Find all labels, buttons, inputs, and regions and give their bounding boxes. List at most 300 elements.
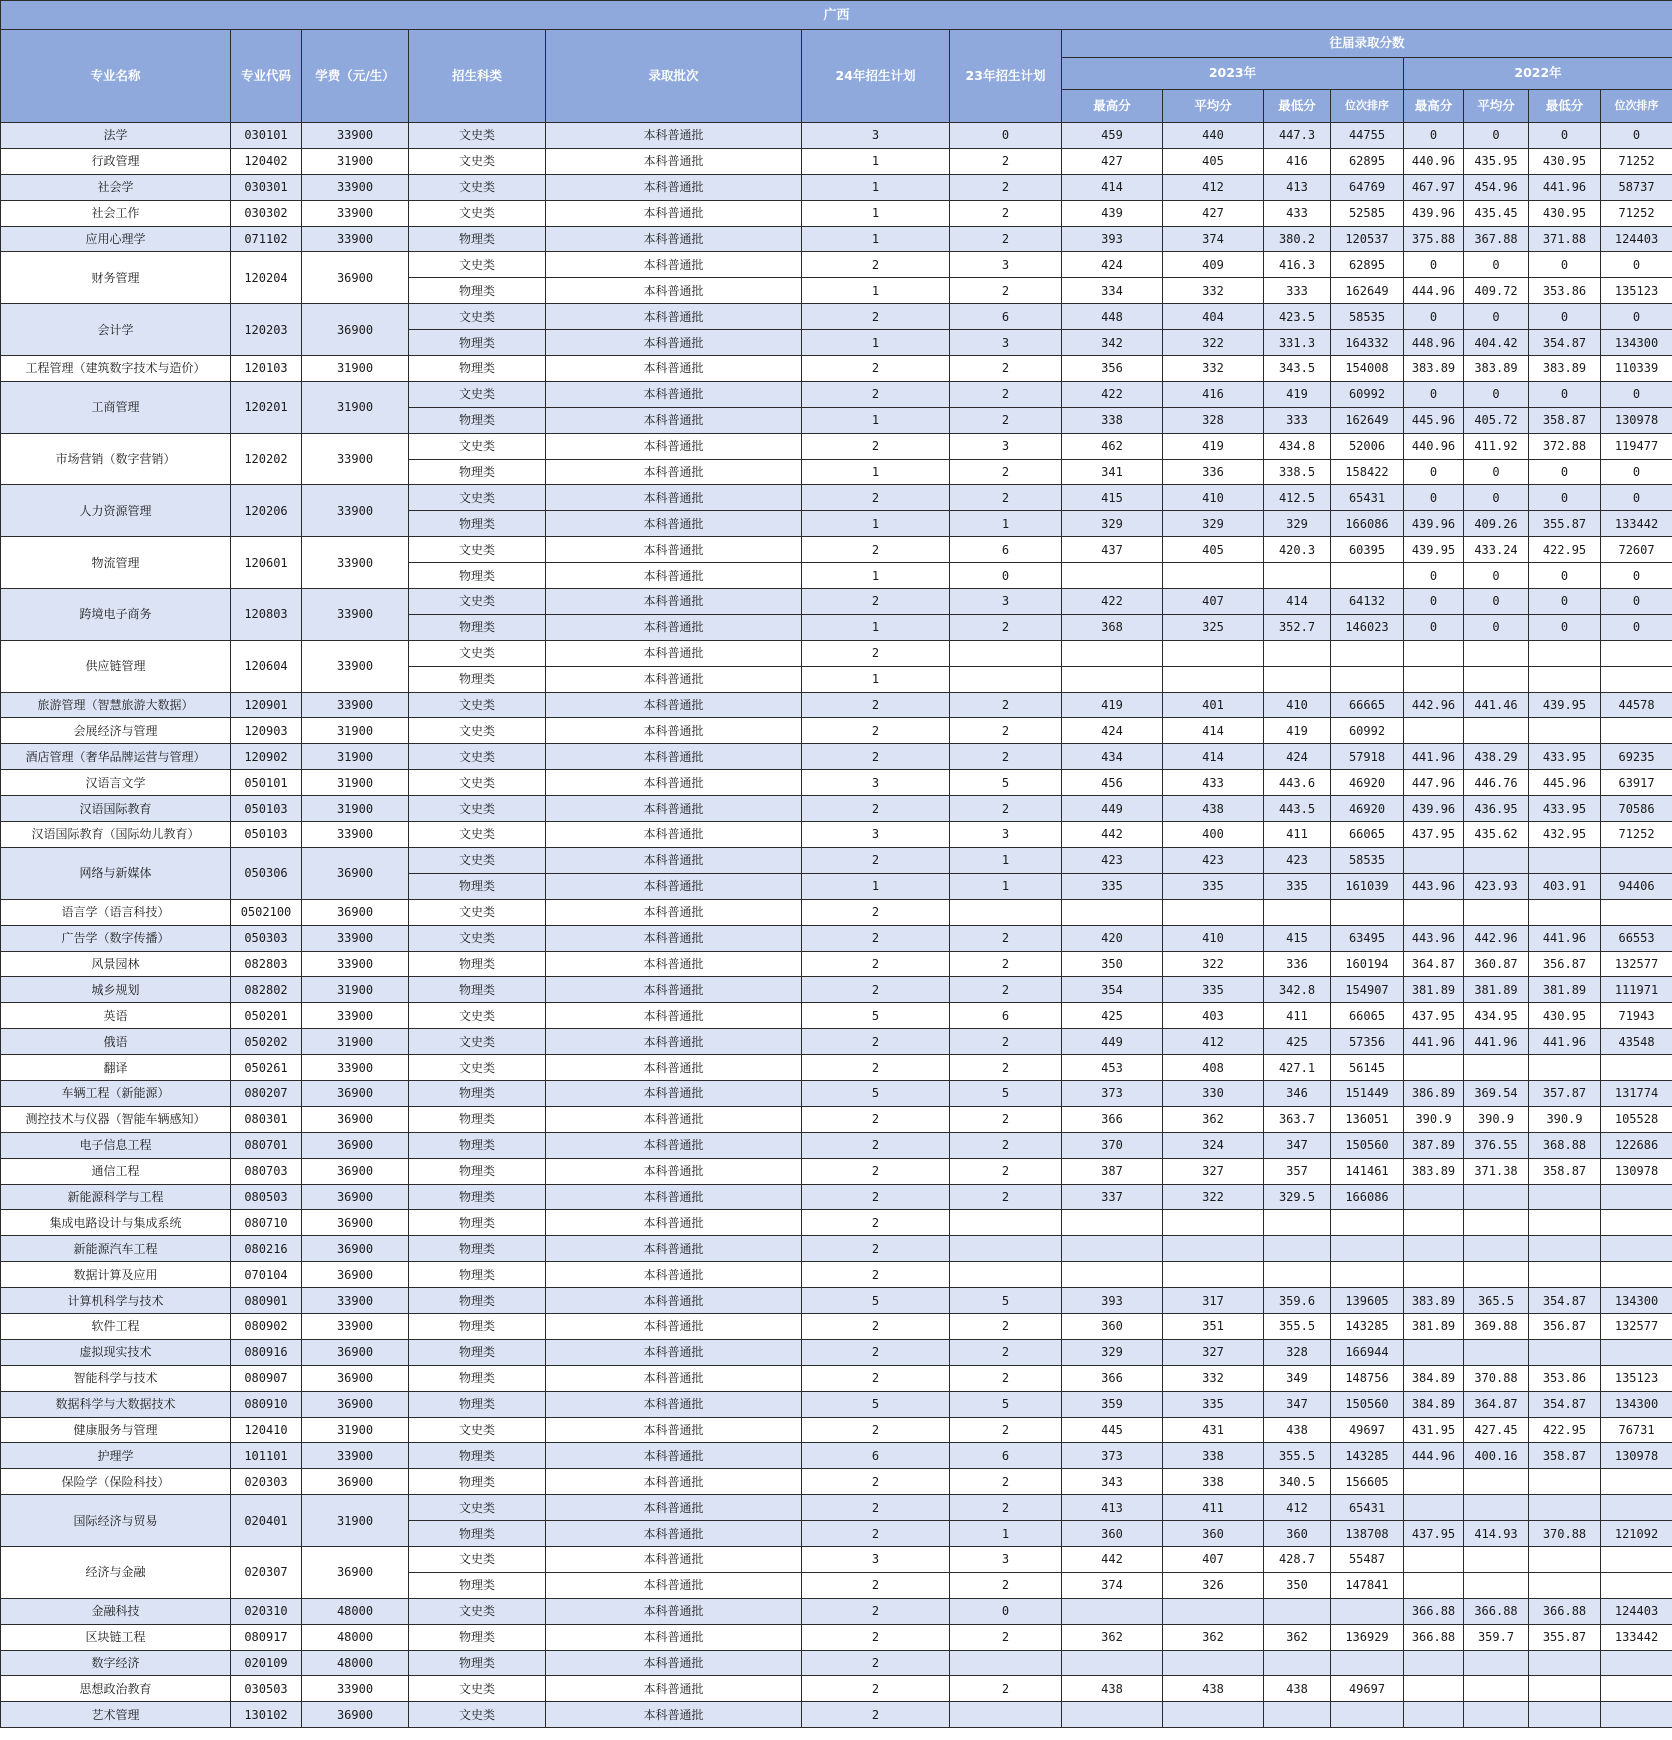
- category-cell: 文史类: [409, 589, 546, 615]
- max-2023-cell: 393: [1062, 226, 1163, 252]
- max-2022-cell: 437.95: [1404, 1003, 1464, 1029]
- max-2022-cell: 439.96: [1404, 200, 1464, 226]
- table-row: [1, 1262, 1672, 1288]
- max-2022-cell: 0: [1404, 381, 1464, 407]
- category-cell: 文史类: [409, 1003, 546, 1029]
- major-name-cell: 护理学: [1, 1443, 231, 1469]
- max-2022-cell: 384.89: [1404, 1365, 1464, 1391]
- avg-2022-cell: 409.72: [1464, 278, 1529, 304]
- plan24-cell: 2: [802, 925, 950, 951]
- category-cell: 文史类: [409, 640, 546, 666]
- rank-2022-cell: [1601, 847, 1672, 873]
- max-2022-cell: 441.96: [1404, 1029, 1464, 1055]
- max-2023-cell: [1062, 1236, 1163, 1262]
- plan23-cell: 2: [950, 977, 1062, 1003]
- avg-2022-cell: [1464, 718, 1529, 744]
- max-2023-cell: 343: [1062, 1469, 1163, 1495]
- major-code-cell: 050103: [231, 822, 302, 848]
- max-2023-cell: 374: [1062, 1572, 1163, 1598]
- min-2023-cell: [1264, 563, 1331, 589]
- avg-2022-cell: [1464, 1676, 1529, 1702]
- batch-cell: 本科普通批: [546, 381, 802, 407]
- category-cell: 物理类: [409, 1391, 546, 1417]
- table-row: [1, 1055, 1672, 1081]
- avg-2023-cell: 411: [1163, 1495, 1264, 1521]
- major-code-cell: 120604: [231, 640, 302, 692]
- avg-2023-cell: 405: [1163, 148, 1264, 174]
- max-2022-cell: [1404, 1702, 1464, 1728]
- rank-2022-cell: [1601, 1495, 1672, 1521]
- tuition-cell: 36900: [302, 1365, 409, 1391]
- avg-2023-cell: [1163, 563, 1264, 589]
- table-row: [1, 1702, 1672, 1728]
- plan23-cell: 2: [950, 1469, 1062, 1495]
- plan24-cell: 2: [802, 1521, 950, 1547]
- max-2023-cell: 338: [1062, 407, 1163, 433]
- max-2022-cell: 383.89: [1404, 356, 1464, 382]
- min-2023-cell: 333: [1264, 407, 1331, 433]
- min-2022-cell: [1529, 1339, 1601, 1365]
- max-2022-cell: [1404, 1339, 1464, 1365]
- plan23-cell: 3: [950, 589, 1062, 615]
- max-2022-cell: 442.96: [1404, 692, 1464, 718]
- tuition-cell: 36900: [302, 899, 409, 925]
- table-row: [1, 1469, 1672, 1495]
- max-2022-cell: 440.96: [1404, 433, 1464, 459]
- min-2022-cell: 383.89: [1529, 356, 1601, 382]
- batch-cell: 本科普通批: [546, 1624, 802, 1650]
- header-2023-avg: 平均分: [1163, 90, 1264, 123]
- rank-2023-cell: 57356: [1331, 1029, 1404, 1055]
- max-2023-cell: 368: [1062, 614, 1163, 640]
- tuition-cell: 31900: [302, 977, 409, 1003]
- rank-2022-cell: 133442: [1601, 511, 1672, 537]
- min-2022-cell: [1529, 847, 1601, 873]
- major-name-cell: 跨境电子商务: [1, 589, 231, 641]
- min-2022-cell: 381.89: [1529, 977, 1601, 1003]
- tuition-cell: 36900: [302, 1546, 409, 1598]
- min-2023-cell: 346: [1264, 1080, 1331, 1106]
- category-cell: 物理类: [409, 1210, 546, 1236]
- max-2023-cell: 387: [1062, 1158, 1163, 1184]
- avg-2022-cell: 0: [1464, 304, 1529, 330]
- plan23-cell: 2: [950, 1184, 1062, 1210]
- tuition-cell: 36900: [302, 1210, 409, 1236]
- max-2023-cell: 425: [1062, 1003, 1163, 1029]
- table-row: [1, 1546, 1672, 1572]
- major-code-cell: 030302: [231, 200, 302, 226]
- min-2023-cell: 419: [1264, 381, 1331, 407]
- avg-2022-cell: 371.38: [1464, 1158, 1529, 1184]
- batch-cell: 本科普通批: [546, 1391, 802, 1417]
- rank-2023-cell: [1331, 640, 1404, 666]
- table-row: [1, 381, 1672, 407]
- max-2023-cell: [1062, 1598, 1163, 1624]
- min-2022-cell: [1529, 1210, 1601, 1236]
- major-name-cell: 旅游管理（智慧旅游大数据）: [1, 692, 231, 718]
- min-2023-cell: 415: [1264, 925, 1331, 951]
- plan24-cell: 2: [802, 356, 950, 382]
- major-name-cell: 社会工作: [1, 200, 231, 226]
- rank-2022-cell: 71943: [1601, 1003, 1672, 1029]
- plan23-cell: 6: [950, 304, 1062, 330]
- category-cell: 文史类: [409, 1598, 546, 1624]
- avg-2022-cell: [1464, 1495, 1529, 1521]
- rank-2022-cell: 0: [1601, 381, 1672, 407]
- category-cell: 物理类: [409, 356, 546, 382]
- max-2022-cell: [1404, 847, 1464, 873]
- tuition-cell: 33900: [302, 200, 409, 226]
- header-2022-rank: 位次排序: [1601, 90, 1672, 123]
- max-2023-cell: [1062, 899, 1163, 925]
- min-2023-cell: 338.5: [1264, 459, 1331, 485]
- min-2022-cell: 445.96: [1529, 770, 1601, 796]
- max-2022-cell: 448.96: [1404, 330, 1464, 356]
- max-2022-cell: 467.97: [1404, 174, 1464, 200]
- batch-cell: 本科普通批: [546, 589, 802, 615]
- plan24-cell: 2: [802, 1676, 950, 1702]
- max-2023-cell: 342: [1062, 330, 1163, 356]
- plan24-cell: 2: [802, 589, 950, 615]
- min-2022-cell: [1529, 1546, 1601, 1572]
- avg-2023-cell: 408: [1163, 1055, 1264, 1081]
- max-2023-cell: 329: [1062, 511, 1163, 537]
- max-2023-cell: [1062, 1262, 1163, 1288]
- max-2022-cell: 384.89: [1404, 1391, 1464, 1417]
- category-cell: 物理类: [409, 278, 546, 304]
- batch-cell: 本科普通批: [546, 304, 802, 330]
- major-code-cell: 050303: [231, 925, 302, 951]
- plan23-cell: 6: [950, 1003, 1062, 1029]
- plan23-cell: 2: [950, 744, 1062, 770]
- rank-2022-cell: [1601, 1650, 1672, 1676]
- plan23-cell: 2: [950, 1132, 1062, 1158]
- tuition-cell: 31900: [302, 796, 409, 822]
- tuition-cell: 31900: [302, 744, 409, 770]
- max-2023-cell: 422: [1062, 381, 1163, 407]
- avg-2022-cell: 376.55: [1464, 1132, 1529, 1158]
- avg-2023-cell: 362: [1163, 1624, 1264, 1650]
- avg-2023-cell: 412: [1163, 1029, 1264, 1055]
- rank-2023-cell: [1331, 1702, 1404, 1728]
- rank-2022-cell: 0: [1601, 304, 1672, 330]
- major-name-cell: 酒店管理（奢华品牌运营与管理）: [1, 744, 231, 770]
- rank-2023-cell: 65431: [1331, 1495, 1404, 1521]
- major-code-cell: 080703: [231, 1158, 302, 1184]
- batch-cell: 本科普通批: [546, 1262, 802, 1288]
- batch-cell: 本科普通批: [546, 1365, 802, 1391]
- header-code: 专业代码: [231, 30, 302, 123]
- plan23-cell: 2: [950, 459, 1062, 485]
- major-name-cell: 测控技术与仪器（智能车辆感知）: [1, 1106, 231, 1132]
- header-2023-max: 最高分: [1062, 90, 1163, 123]
- rank-2023-cell: 161039: [1331, 873, 1404, 899]
- max-2023-cell: 415: [1062, 485, 1163, 511]
- rank-2022-cell: [1601, 1702, 1672, 1728]
- avg-2022-cell: 411.92: [1464, 433, 1529, 459]
- rank-2022-cell: 105528: [1601, 1106, 1672, 1132]
- max-2023-cell: 373: [1062, 1080, 1163, 1106]
- max-2022-cell: 381.89: [1404, 977, 1464, 1003]
- table-row: [1, 1443, 1672, 1469]
- table-row: [1, 1106, 1672, 1132]
- plan23-cell: 2: [950, 1572, 1062, 1598]
- avg-2023-cell: 360: [1163, 1521, 1264, 1547]
- min-2023-cell: 416: [1264, 148, 1331, 174]
- rank-2023-cell: [1331, 899, 1404, 925]
- major-code-cell: 070104: [231, 1262, 302, 1288]
- category-cell: 物理类: [409, 1262, 546, 1288]
- rank-2023-cell: 64132: [1331, 589, 1404, 615]
- max-2023-cell: 360: [1062, 1313, 1163, 1339]
- batch-cell: 本科普通批: [546, 563, 802, 589]
- avg-2022-cell: 365.5: [1464, 1288, 1529, 1314]
- avg-2023-cell: 335: [1163, 873, 1264, 899]
- avg-2023-cell: 327: [1163, 1158, 1264, 1184]
- max-2023-cell: 442: [1062, 822, 1163, 848]
- table-row: [1, 1365, 1672, 1391]
- rank-2022-cell: 0: [1601, 563, 1672, 589]
- avg-2022-cell: 0: [1464, 381, 1529, 407]
- rank-2023-cell: 66065: [1331, 1003, 1404, 1029]
- batch-cell: 本科普通批: [546, 822, 802, 848]
- avg-2023-cell: 433: [1163, 770, 1264, 796]
- rank-2023-cell: 44755: [1331, 123, 1404, 149]
- tuition-cell: 36900: [302, 1158, 409, 1184]
- max-2022-cell: 443.96: [1404, 925, 1464, 951]
- category-cell: 物理类: [409, 614, 546, 640]
- major-name-cell: 新能源科学与工程: [1, 1184, 231, 1210]
- batch-cell: 本科普通批: [546, 951, 802, 977]
- plan23-cell: [950, 1236, 1062, 1262]
- major-code-cell: 080503: [231, 1184, 302, 1210]
- batch-cell: 本科普通批: [546, 666, 802, 692]
- min-2023-cell: 347: [1264, 1132, 1331, 1158]
- plan23-cell: 0: [950, 563, 1062, 589]
- batch-cell: 本科普通批: [546, 226, 802, 252]
- category-cell: 文史类: [409, 718, 546, 744]
- max-2022-cell: 437.95: [1404, 822, 1464, 848]
- avg-2022-cell: 400.16: [1464, 1443, 1529, 1469]
- plan24-cell: 2: [802, 1184, 950, 1210]
- plan23-cell: 2: [950, 1495, 1062, 1521]
- major-code-cell: 080701: [231, 1132, 302, 1158]
- major-name-cell: 广告学（数字传播）: [1, 925, 231, 951]
- avg-2023-cell: 338: [1163, 1443, 1264, 1469]
- plan23-cell: 5: [950, 1080, 1062, 1106]
- rank-2023-cell: 62895: [1331, 252, 1404, 278]
- rank-2023-cell: 141461: [1331, 1158, 1404, 1184]
- max-2023-cell: 366: [1062, 1106, 1163, 1132]
- rank-2023-cell: 143285: [1331, 1443, 1404, 1469]
- plan24-cell: 1: [802, 200, 950, 226]
- major-code-cell: 120204: [231, 252, 302, 304]
- rank-2023-cell: 146023: [1331, 614, 1404, 640]
- category-cell: 物理类: [409, 330, 546, 356]
- avg-2022-cell: 367.88: [1464, 226, 1529, 252]
- min-2023-cell: [1264, 1598, 1331, 1624]
- table-row: [1, 1391, 1672, 1417]
- max-2022-cell: [1404, 1469, 1464, 1495]
- min-2022-cell: [1529, 1236, 1601, 1262]
- plan23-cell: [950, 1650, 1062, 1676]
- min-2023-cell: 447.3: [1264, 123, 1331, 149]
- plan24-cell: 2: [802, 1417, 950, 1443]
- min-2023-cell: 410: [1264, 692, 1331, 718]
- tuition-cell: 33900: [302, 822, 409, 848]
- plan24-cell: 3: [802, 1546, 950, 1572]
- tuition-cell: 31900: [302, 1495, 409, 1547]
- rank-2022-cell: 122686: [1601, 1132, 1672, 1158]
- min-2022-cell: 368.88: [1529, 1132, 1601, 1158]
- avg-2022-cell: 383.89: [1464, 356, 1529, 382]
- rank-2022-cell: 70586: [1601, 796, 1672, 822]
- max-2023-cell: 448: [1062, 304, 1163, 330]
- avg-2023-cell: [1163, 666, 1264, 692]
- tuition-cell: 31900: [302, 148, 409, 174]
- tuition-cell: 48000: [302, 1624, 409, 1650]
- plan24-cell: 2: [802, 1495, 950, 1521]
- rank-2023-cell: 56145: [1331, 1055, 1404, 1081]
- plan24-cell: 2: [802, 485, 950, 511]
- rank-2022-cell: 72607: [1601, 537, 1672, 563]
- batch-cell: 本科普通批: [546, 925, 802, 951]
- avg-2022-cell: 359.7: [1464, 1624, 1529, 1650]
- min-2022-cell: 441.96: [1529, 1029, 1601, 1055]
- plan23-cell: 2: [950, 356, 1062, 382]
- max-2023-cell: 373: [1062, 1443, 1163, 1469]
- avg-2022-cell: 435.95: [1464, 148, 1529, 174]
- plan24-cell: 1: [802, 666, 950, 692]
- rank-2022-cell: 132577: [1601, 1313, 1672, 1339]
- plan23-cell: 2: [950, 381, 1062, 407]
- min-2022-cell: 357.87: [1529, 1080, 1601, 1106]
- major-code-cell: 082803: [231, 951, 302, 977]
- batch-cell: 本科普通批: [546, 407, 802, 433]
- plan23-cell: 1: [950, 1521, 1062, 1547]
- avg-2023-cell: 431: [1163, 1417, 1264, 1443]
- tuition-cell: 31900: [302, 718, 409, 744]
- plan24-cell: 2: [802, 640, 950, 666]
- batch-cell: 本科普通批: [546, 1469, 802, 1495]
- min-2023-cell: 331.3: [1264, 330, 1331, 356]
- max-2022-cell: 431.95: [1404, 1417, 1464, 1443]
- category-cell: 物理类: [409, 1236, 546, 1262]
- min-2023-cell: 362: [1264, 1624, 1331, 1650]
- header-plan24: 24年招生计划: [802, 30, 950, 123]
- plan23-cell: 3: [950, 822, 1062, 848]
- major-name-cell: 金融科技: [1, 1598, 231, 1624]
- major-name-cell: 集成电路设计与集成系统: [1, 1210, 231, 1236]
- rank-2022-cell: [1601, 1469, 1672, 1495]
- rank-2022-cell: 94406: [1601, 873, 1672, 899]
- batch-cell: 本科普通批: [546, 692, 802, 718]
- max-2023-cell: 462: [1062, 433, 1163, 459]
- min-2023-cell: 352.7: [1264, 614, 1331, 640]
- rank-2023-cell: 150560: [1331, 1132, 1404, 1158]
- batch-cell: 本科普通批: [546, 433, 802, 459]
- tuition-cell: 33900: [302, 951, 409, 977]
- max-2022-cell: 0: [1404, 614, 1464, 640]
- plan23-cell: 2: [950, 925, 1062, 951]
- max-2022-cell: 366.88: [1404, 1598, 1464, 1624]
- max-2023-cell: 341: [1062, 459, 1163, 485]
- avg-2023-cell: [1163, 1262, 1264, 1288]
- tuition-cell: 31900: [302, 770, 409, 796]
- category-cell: 文史类: [409, 899, 546, 925]
- min-2022-cell: 0: [1529, 123, 1601, 149]
- rank-2023-cell: 143285: [1331, 1313, 1404, 1339]
- major-code-cell: 082802: [231, 977, 302, 1003]
- table-row: [1, 537, 1672, 563]
- max-2022-cell: 439.96: [1404, 511, 1464, 537]
- major-code-cell: 101101: [231, 1443, 302, 1469]
- rank-2023-cell: 166086: [1331, 1184, 1404, 1210]
- rank-2022-cell: [1601, 1676, 1672, 1702]
- min-2023-cell: 413: [1264, 174, 1331, 200]
- rank-2023-cell: 60992: [1331, 381, 1404, 407]
- major-name-cell: 风景园林: [1, 951, 231, 977]
- category-cell: 文史类: [409, 847, 546, 873]
- category-cell: 物理类: [409, 563, 546, 589]
- min-2023-cell: [1264, 666, 1331, 692]
- major-code-cell: 080917: [231, 1624, 302, 1650]
- avg-2022-cell: [1464, 1055, 1529, 1081]
- batch-cell: 本科普通批: [546, 1598, 802, 1624]
- major-code-cell: 080216: [231, 1236, 302, 1262]
- plan24-cell: 1: [802, 873, 950, 899]
- batch-cell: 本科普通批: [546, 252, 802, 278]
- plan23-cell: 1: [950, 511, 1062, 537]
- max-2023-cell: 438: [1062, 1676, 1163, 1702]
- rank-2022-cell: [1601, 1236, 1672, 1262]
- rank-2023-cell: 49697: [1331, 1676, 1404, 1702]
- major-code-cell: 120202: [231, 433, 302, 485]
- major-name-cell: 数字经济: [1, 1650, 231, 1676]
- table-row: [1, 433, 1672, 459]
- table-row: [1, 148, 1672, 174]
- min-2022-cell: 0: [1529, 459, 1601, 485]
- min-2022-cell: 356.87: [1529, 951, 1601, 977]
- min-2022-cell: 0: [1529, 304, 1601, 330]
- rank-2023-cell: 154907: [1331, 977, 1404, 1003]
- rank-2023-cell: 57918: [1331, 744, 1404, 770]
- rank-2023-cell: 166944: [1331, 1339, 1404, 1365]
- avg-2022-cell: 0: [1464, 123, 1529, 149]
- table-row: [1, 1676, 1672, 1702]
- plan24-cell: 5: [802, 1003, 950, 1029]
- min-2022-cell: 430.95: [1529, 1003, 1601, 1029]
- max-2023-cell: 334: [1062, 278, 1163, 304]
- min-2023-cell: 428.7: [1264, 1546, 1331, 1572]
- avg-2023-cell: 338: [1163, 1469, 1264, 1495]
- rank-2022-cell: [1601, 1184, 1672, 1210]
- plan24-cell: 1: [802, 226, 950, 252]
- rank-2022-cell: 0: [1601, 123, 1672, 149]
- rank-2022-cell: [1601, 1262, 1672, 1288]
- rank-2022-cell: 0: [1601, 252, 1672, 278]
- major-code-cell: 080907: [231, 1365, 302, 1391]
- rank-2023-cell: 60992: [1331, 718, 1404, 744]
- header-2023-rank: 位次排序: [1331, 90, 1404, 123]
- plan23-cell: [950, 1210, 1062, 1236]
- plan24-cell: 2: [802, 847, 950, 873]
- batch-cell: 本科普通批: [546, 1003, 802, 1029]
- avg-2022-cell: 0: [1464, 589, 1529, 615]
- major-name-cell: 车辆工程（新能源）: [1, 1080, 231, 1106]
- header-category: 招生科类: [409, 30, 546, 123]
- major-code-cell: 020307: [231, 1546, 302, 1598]
